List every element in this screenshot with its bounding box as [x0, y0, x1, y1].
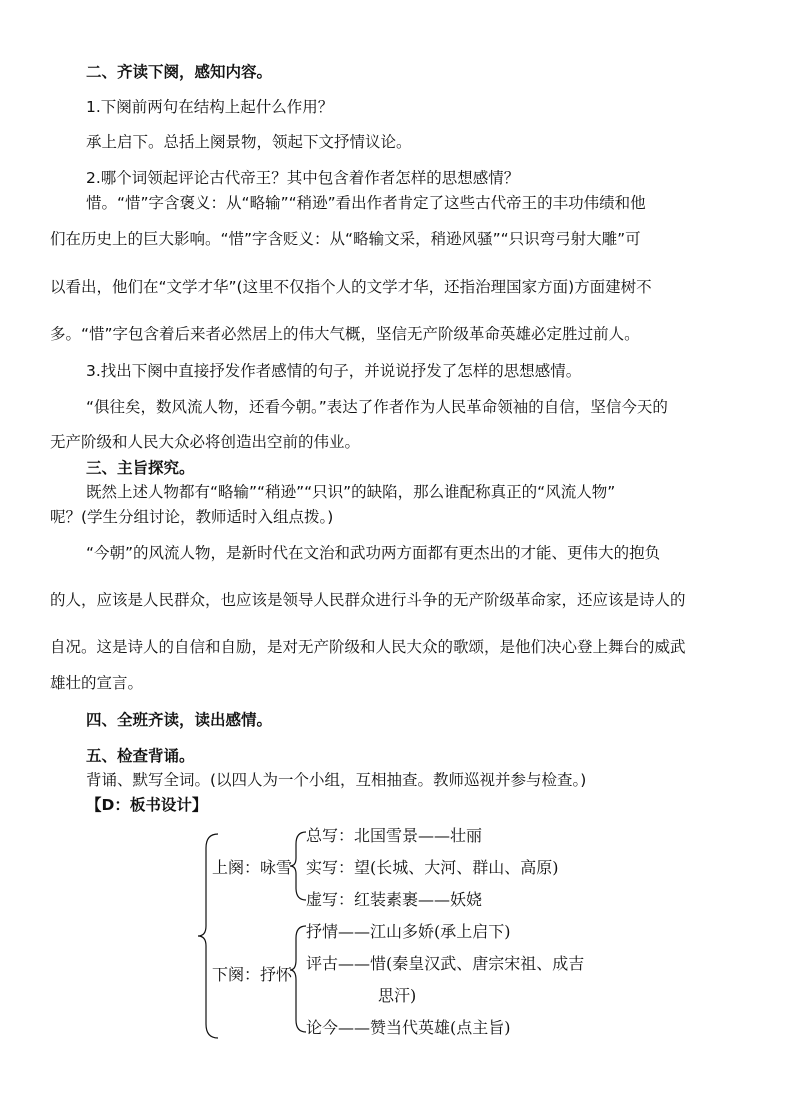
section-heading-4: 四、全班齐读，读出感情。 [86, 711, 273, 729]
board-lower-item: 论今——赞当代英雄(点主旨) [306, 1018, 511, 1037]
lower-brace [290, 926, 306, 1032]
question-2: 2.哪个词领起评论古代帝王？其中包含着作者怎样的思想感情？ [86, 169, 520, 187]
question-1: 1.下阕前两句在结构上起什么作用？ [86, 98, 334, 116]
board-lower-item: 评古——惜(秦皇汉武、唐宗宋祖、成吉 [306, 954, 585, 973]
board-lower-label: 下阕：抒怀 [212, 965, 293, 984]
board-lower-item-continuation: 思汗) [378, 986, 417, 1005]
board-lower-item: 抒情——江山多娇(承上启下) [306, 922, 511, 941]
answer-2-line-3: 以看出，他们在“文学才华”(这里不仅指个人的文学才华，还指治理国家方面)方面建树不 [50, 278, 652, 296]
theme-answer-line-3: 自况。这是诗人的自信和自励，是对无产阶级和人民大众的歌颂，是他们决心登上舞台的威武 [50, 638, 686, 656]
upper-brace [290, 832, 306, 900]
theme-answer-line-4: 雄壮的宣言。 [50, 674, 144, 692]
board-upper-label: 上阕：咏雪 [212, 858, 293, 877]
theme-question-line-2: 呢？(学生分组讨论，教师适时入组点拨。) [50, 508, 334, 526]
question-3: 3.找出下阕中直接抒发作者感情的句子，并说说抒发了怎样的思想感情。 [86, 362, 582, 380]
theme-question-line-1: 既然上述人物都有“略输”“稍逊”“只识”的缺陷，那么谁配称真正的“风流人物” [86, 483, 616, 501]
answer-3-line-1: “俱往矣，数风流人物，还看今朝。”表达了作者作为人民革命领袖的自信，坚信今天的 [86, 398, 668, 416]
answer-2-line-4: 多。“惜”字包含着后来者必然居上的伟大气概，坚信无产阶级革命英雄必定胜过前人。 [50, 325, 640, 343]
board-upper-item: 总写：北国雪景——壮丽 [306, 826, 483, 845]
answer-1: 承上启下。总括上阕景物，领起下文抒情议论。 [86, 133, 412, 151]
board-upper-item: 虚写：红装素裹——妖娆 [306, 890, 483, 909]
recite-instruction: 背诵、默写全词。(以四人为一个小组，互相抽查。教师巡视并参与检查。) [86, 771, 587, 789]
answer-2-line-2: 们在历史上的巨大影响。“惜”字含贬义：从“略输文采，稍逊风骚”“只识弯弓射大雕”可 [50, 230, 641, 248]
theme-answer-line-2: 的人，应该是人民群众，也应该是领导人民群众进行斗争的无产阶级革命家，还应该是诗人的 [50, 591, 686, 609]
section-heading-5: 五、检查背诵。 [86, 747, 195, 765]
answer-3-line-2: 无产阶级和人民大众必将创造出空前的伟业。 [50, 433, 361, 451]
board-design-heading: 【D：板书设计】 [86, 796, 208, 814]
board-upper-item: 实写：望(长城、大河、群山、高原) [306, 858, 559, 877]
section-heading-3: 三、主旨探究。 [86, 459, 195, 477]
theme-answer-line-1: “今朝”的风流人物，是新时代在文治和武功两方面都有更杰出的才能、更伟大的抱负 [86, 544, 661, 562]
answer-2-line-1: 惜。“惜”字含褒义：从“略输”“稍逊”看出作者肯定了这些古代帝王的丰功伟绩和他 [86, 194, 646, 212]
section-heading-2: 二、齐读下阕，感知内容。 [86, 63, 273, 81]
